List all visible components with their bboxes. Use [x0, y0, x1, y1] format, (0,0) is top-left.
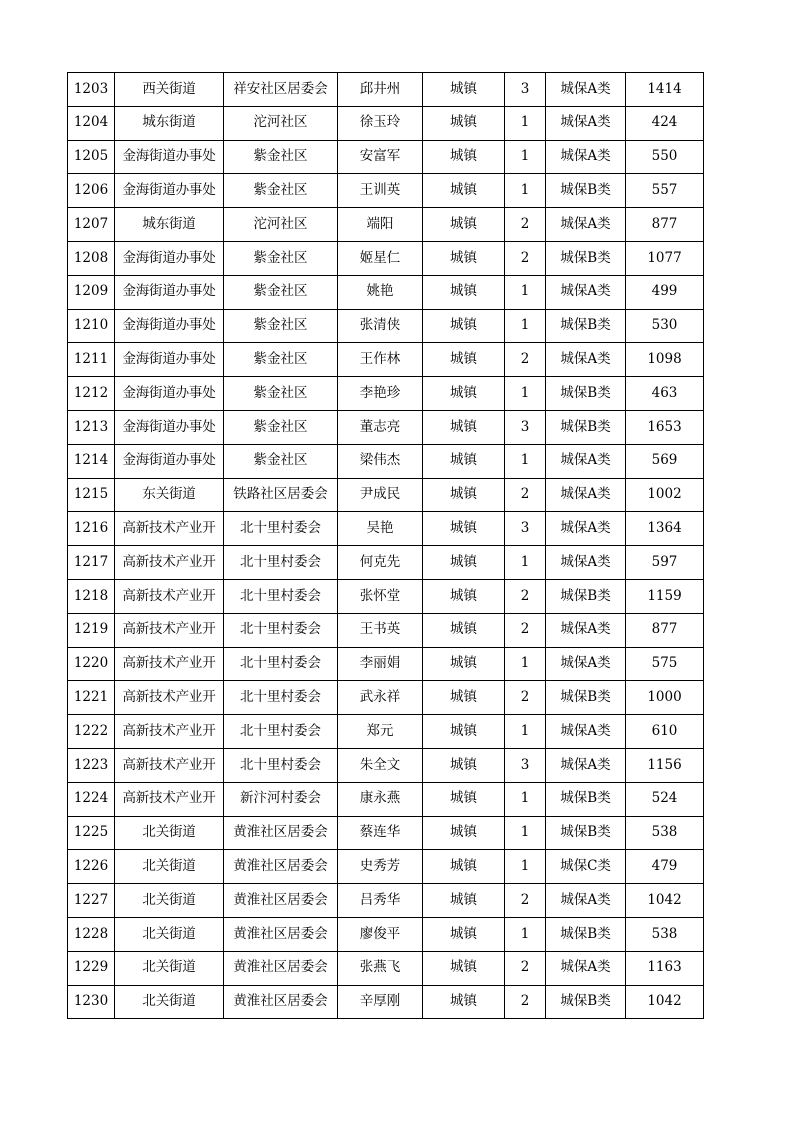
table-row [68, 241, 704, 275]
community-cell: 黄淮社区居委会 [224, 951, 338, 985]
row-number-cell: 1224 [68, 782, 115, 816]
household-size-cell: 3 [505, 748, 546, 782]
street-cell: 金海街道办事处 [115, 444, 224, 478]
row-number-cell: 1206 [68, 174, 115, 208]
household-size-cell: 1 [505, 917, 546, 951]
street-cell: 高新技术产业开 [115, 782, 224, 816]
area-type-cell: 城镇 [423, 917, 505, 951]
insurance-category-cell: 城保A类 [546, 884, 626, 918]
street-cell: 金海街道办事处 [115, 174, 224, 208]
amount-cell: 1653 [626, 410, 704, 444]
table-row [68, 715, 704, 749]
amount-cell: 1098 [626, 343, 704, 377]
street-cell: 北关街道 [115, 951, 224, 985]
table-row [68, 343, 704, 377]
table-body [68, 73, 704, 1019]
street-cell: 高新技术产业开 [115, 613, 224, 647]
area-type-cell: 城镇 [423, 850, 505, 884]
street-cell: 高新技术产业开 [115, 715, 224, 749]
row-number-cell: 1208 [68, 241, 115, 275]
name-cell: 李艳珍 [338, 377, 423, 411]
insurance-category-cell: 城保A类 [546, 444, 626, 478]
row-number-cell: 1210 [68, 309, 115, 343]
area-type-cell: 城镇 [423, 985, 505, 1019]
community-cell: 紫金社区 [224, 444, 338, 478]
community-cell: 北十里村委会 [224, 647, 338, 681]
area-type-cell: 城镇 [423, 106, 505, 140]
name-cell: 郑元 [338, 715, 423, 749]
amount-cell: 1002 [626, 478, 704, 512]
row-number-cell: 1213 [68, 410, 115, 444]
amount-cell: 557 [626, 174, 704, 208]
name-cell: 徐玉玲 [338, 106, 423, 140]
community-cell: 黄淮社区居委会 [224, 884, 338, 918]
street-cell: 金海街道办事处 [115, 241, 224, 275]
insurance-category-cell: 城保B类 [546, 816, 626, 850]
household-size-cell: 1 [505, 782, 546, 816]
table-row [68, 985, 704, 1019]
area-type-cell: 城镇 [423, 478, 505, 512]
household-size-cell: 1 [505, 377, 546, 411]
community-cell: 北十里村委会 [224, 512, 338, 546]
street-cell: 金海街道办事处 [115, 410, 224, 444]
row-number-cell: 1222 [68, 715, 115, 749]
name-cell: 李丽娟 [338, 647, 423, 681]
name-cell: 蔡连华 [338, 816, 423, 850]
table-row [68, 951, 704, 985]
household-size-cell: 1 [505, 850, 546, 884]
area-type-cell: 城镇 [423, 748, 505, 782]
community-cell: 北十里村委会 [224, 715, 338, 749]
amount-cell: 499 [626, 275, 704, 309]
table-row [68, 512, 704, 546]
street-cell: 高新技术产业开 [115, 579, 224, 613]
name-cell: 吴艳 [338, 512, 423, 546]
street-cell: 金海街道办事处 [115, 377, 224, 411]
street-cell: 北关街道 [115, 850, 224, 884]
household-size-cell: 3 [505, 512, 546, 546]
name-cell: 张燕飞 [338, 951, 423, 985]
row-number-cell: 1230 [68, 985, 115, 1019]
table-row [68, 816, 704, 850]
household-size-cell: 1 [505, 275, 546, 309]
household-size-cell: 3 [505, 73, 546, 107]
insurance-category-cell: 城保A类 [546, 478, 626, 512]
household-size-cell: 2 [505, 681, 546, 715]
insurance-category-cell: 城保B类 [546, 174, 626, 208]
street-cell: 高新技术产业开 [115, 512, 224, 546]
name-cell: 董志亮 [338, 410, 423, 444]
community-cell: 铁路社区居委会 [224, 478, 338, 512]
area-type-cell: 城镇 [423, 647, 505, 681]
household-size-cell: 2 [505, 613, 546, 647]
row-number-cell: 1227 [68, 884, 115, 918]
community-cell: 黄淮社区居委会 [224, 985, 338, 1019]
table-row [68, 850, 704, 884]
row-number-cell: 1228 [68, 917, 115, 951]
name-cell: 武永祥 [338, 681, 423, 715]
insurance-category-cell: 城保B类 [546, 985, 626, 1019]
household-size-cell: 1 [505, 174, 546, 208]
table-row [68, 748, 704, 782]
amount-cell: 1414 [626, 73, 704, 107]
community-cell: 紫金社区 [224, 377, 338, 411]
name-cell: 安富军 [338, 140, 423, 174]
amount-cell: 1156 [626, 748, 704, 782]
street-cell: 高新技术产业开 [115, 546, 224, 580]
insurance-category-cell: 城保B类 [546, 579, 626, 613]
table-row [68, 410, 704, 444]
table-row [68, 174, 704, 208]
amount-cell: 424 [626, 106, 704, 140]
table-row [68, 681, 704, 715]
insurance-category-cell: 城保B类 [546, 410, 626, 444]
table-row [68, 309, 704, 343]
area-type-cell: 城镇 [423, 73, 505, 107]
table-row [68, 884, 704, 918]
community-cell: 新汴河村委会 [224, 782, 338, 816]
row-number-cell: 1209 [68, 275, 115, 309]
amount-cell: 1077 [626, 241, 704, 275]
area-type-cell: 城镇 [423, 613, 505, 647]
amount-cell: 569 [626, 444, 704, 478]
amount-cell: 1042 [626, 884, 704, 918]
row-number-cell: 1226 [68, 850, 115, 884]
table-row [68, 478, 704, 512]
row-number-cell: 1218 [68, 579, 115, 613]
name-cell: 姚艳 [338, 275, 423, 309]
community-cell: 北十里村委会 [224, 681, 338, 715]
insurance-category-cell: 城保A类 [546, 715, 626, 749]
insurance-category-cell: 城保A类 [546, 140, 626, 174]
street-cell: 高新技术产业开 [115, 681, 224, 715]
amount-cell: 550 [626, 140, 704, 174]
name-cell: 廖俊平 [338, 917, 423, 951]
row-number-cell: 1221 [68, 681, 115, 715]
insurance-category-cell: 城保A类 [546, 512, 626, 546]
household-size-cell: 2 [505, 241, 546, 275]
area-type-cell: 城镇 [423, 377, 505, 411]
row-number-cell: 1205 [68, 140, 115, 174]
amount-cell: 597 [626, 546, 704, 580]
row-number-cell: 1207 [68, 208, 115, 242]
area-type-cell: 城镇 [423, 512, 505, 546]
household-size-cell: 2 [505, 208, 546, 242]
street-cell: 西关街道 [115, 73, 224, 107]
area-type-cell: 城镇 [423, 275, 505, 309]
row-number-cell: 1203 [68, 73, 115, 107]
table-row [68, 579, 704, 613]
table-row [68, 917, 704, 951]
community-cell: 紫金社区 [224, 410, 338, 444]
household-size-cell: 2 [505, 579, 546, 613]
area-type-cell: 城镇 [423, 140, 505, 174]
row-number-cell: 1215 [68, 478, 115, 512]
area-type-cell: 城镇 [423, 241, 505, 275]
name-cell: 邱井州 [338, 73, 423, 107]
household-size-cell: 2 [505, 343, 546, 377]
name-cell: 吕秀华 [338, 884, 423, 918]
table-row [68, 647, 704, 681]
street-cell: 高新技术产业开 [115, 647, 224, 681]
street-cell: 金海街道办事处 [115, 140, 224, 174]
street-cell: 北关街道 [115, 884, 224, 918]
amount-cell: 610 [626, 715, 704, 749]
table-row [68, 275, 704, 309]
street-cell: 北关街道 [115, 816, 224, 850]
amount-cell: 479 [626, 850, 704, 884]
household-size-cell: 3 [505, 410, 546, 444]
street-cell: 金海街道办事处 [115, 309, 224, 343]
insurance-category-cell: 城保B类 [546, 681, 626, 715]
table-row [68, 546, 704, 580]
insurance-category-cell: 城保C类 [546, 850, 626, 884]
community-cell: 黄淮社区居委会 [224, 917, 338, 951]
area-type-cell: 城镇 [423, 309, 505, 343]
street-cell: 金海街道办事处 [115, 343, 224, 377]
community-cell: 紫金社区 [224, 140, 338, 174]
street-cell: 东关街道 [115, 478, 224, 512]
household-size-cell: 1 [505, 647, 546, 681]
community-cell: 紫金社区 [224, 343, 338, 377]
insurance-category-cell: 城保B类 [546, 377, 626, 411]
community-cell: 北十里村委会 [224, 748, 338, 782]
insurance-category-cell: 城保B类 [546, 241, 626, 275]
area-type-cell: 城镇 [423, 174, 505, 208]
row-number-cell: 1223 [68, 748, 115, 782]
street-cell: 高新技术产业开 [115, 748, 224, 782]
insurance-category-cell: 城保A类 [546, 613, 626, 647]
name-cell: 姬星仁 [338, 241, 423, 275]
insurance-category-cell: 城保B类 [546, 309, 626, 343]
area-type-cell: 城镇 [423, 884, 505, 918]
insurance-category-cell: 城保A类 [546, 208, 626, 242]
table-row [68, 140, 704, 174]
row-number-cell: 1229 [68, 951, 115, 985]
row-number-cell: 1220 [68, 647, 115, 681]
household-size-cell: 2 [505, 985, 546, 1019]
table-row [68, 782, 704, 816]
name-cell: 王训英 [338, 174, 423, 208]
table-row [68, 106, 704, 140]
name-cell: 史秀芳 [338, 850, 423, 884]
community-cell: 沱河社区 [224, 208, 338, 242]
community-cell: 黄淮社区居委会 [224, 816, 338, 850]
insurance-category-cell: 城保A类 [546, 647, 626, 681]
area-type-cell: 城镇 [423, 816, 505, 850]
name-cell: 康永燕 [338, 782, 423, 816]
household-size-cell: 2 [505, 951, 546, 985]
amount-cell: 538 [626, 816, 704, 850]
amount-cell: 538 [626, 917, 704, 951]
amount-cell: 463 [626, 377, 704, 411]
community-cell: 北十里村委会 [224, 613, 338, 647]
name-cell: 朱全文 [338, 748, 423, 782]
household-size-cell: 1 [505, 106, 546, 140]
community-cell: 北十里村委会 [224, 579, 338, 613]
area-type-cell: 城镇 [423, 444, 505, 478]
amount-cell: 530 [626, 309, 704, 343]
household-size-cell: 1 [505, 140, 546, 174]
name-cell: 何克先 [338, 546, 423, 580]
row-number-cell: 1225 [68, 816, 115, 850]
name-cell: 王书英 [338, 613, 423, 647]
amount-cell: 1042 [626, 985, 704, 1019]
row-number-cell: 1211 [68, 343, 115, 377]
household-size-cell: 1 [505, 309, 546, 343]
area-type-cell: 城镇 [423, 782, 505, 816]
table-row [68, 444, 704, 478]
insurance-category-cell: 城保A类 [546, 748, 626, 782]
community-cell: 黄淮社区居委会 [224, 850, 338, 884]
row-number-cell: 1214 [68, 444, 115, 478]
insurance-category-cell: 城保A类 [546, 343, 626, 377]
amount-cell: 877 [626, 208, 704, 242]
amount-cell: 877 [626, 613, 704, 647]
insurance-category-cell: 城保A类 [546, 951, 626, 985]
table-row [68, 208, 704, 242]
row-number-cell: 1217 [68, 546, 115, 580]
data-table [67, 72, 704, 1019]
area-type-cell: 城镇 [423, 715, 505, 749]
community-cell: 紫金社区 [224, 241, 338, 275]
name-cell: 张怀堂 [338, 579, 423, 613]
insurance-category-cell: 城保A类 [546, 73, 626, 107]
community-cell: 沱河社区 [224, 106, 338, 140]
amount-cell: 524 [626, 782, 704, 816]
amount-cell: 1364 [626, 512, 704, 546]
street-cell: 城东街道 [115, 106, 224, 140]
area-type-cell: 城镇 [423, 681, 505, 715]
household-size-cell: 1 [505, 715, 546, 749]
household-size-cell: 2 [505, 478, 546, 512]
community-cell: 紫金社区 [224, 174, 338, 208]
area-type-cell: 城镇 [423, 546, 505, 580]
insurance-category-cell: 城保A类 [546, 106, 626, 140]
insurance-category-cell: 城保B类 [546, 782, 626, 816]
row-number-cell: 1204 [68, 106, 115, 140]
street-cell: 北关街道 [115, 985, 224, 1019]
row-number-cell: 1219 [68, 613, 115, 647]
table-row [68, 73, 704, 107]
name-cell: 梁伟杰 [338, 444, 423, 478]
area-type-cell: 城镇 [423, 343, 505, 377]
row-number-cell: 1212 [68, 377, 115, 411]
name-cell: 尹成民 [338, 478, 423, 512]
community-cell: 祥安社区居委会 [224, 73, 338, 107]
amount-cell: 575 [626, 647, 704, 681]
area-type-cell: 城镇 [423, 951, 505, 985]
street-cell: 城东街道 [115, 208, 224, 242]
area-type-cell: 城镇 [423, 579, 505, 613]
area-type-cell: 城镇 [423, 410, 505, 444]
area-type-cell: 城镇 [423, 208, 505, 242]
table-row [68, 613, 704, 647]
street-cell: 北关街道 [115, 917, 224, 951]
street-cell: 金海街道办事处 [115, 275, 224, 309]
name-cell: 张清侠 [338, 309, 423, 343]
amount-cell: 1000 [626, 681, 704, 715]
household-size-cell: 1 [505, 444, 546, 478]
household-size-cell: 1 [505, 546, 546, 580]
household-size-cell: 1 [505, 816, 546, 850]
community-cell: 北十里村委会 [224, 546, 338, 580]
community-cell: 紫金社区 [224, 309, 338, 343]
insurance-category-cell: 城保A类 [546, 275, 626, 309]
table-row [68, 377, 704, 411]
name-cell: 辛厚刚 [338, 985, 423, 1019]
row-number-cell: 1216 [68, 512, 115, 546]
insurance-category-cell: 城保B类 [546, 917, 626, 951]
name-cell: 端阳 [338, 208, 423, 242]
amount-cell: 1159 [626, 579, 704, 613]
household-size-cell: 2 [505, 884, 546, 918]
insurance-category-cell: 城保A类 [546, 546, 626, 580]
name-cell: 王作林 [338, 343, 423, 377]
amount-cell: 1163 [626, 951, 704, 985]
community-cell: 紫金社区 [224, 275, 338, 309]
